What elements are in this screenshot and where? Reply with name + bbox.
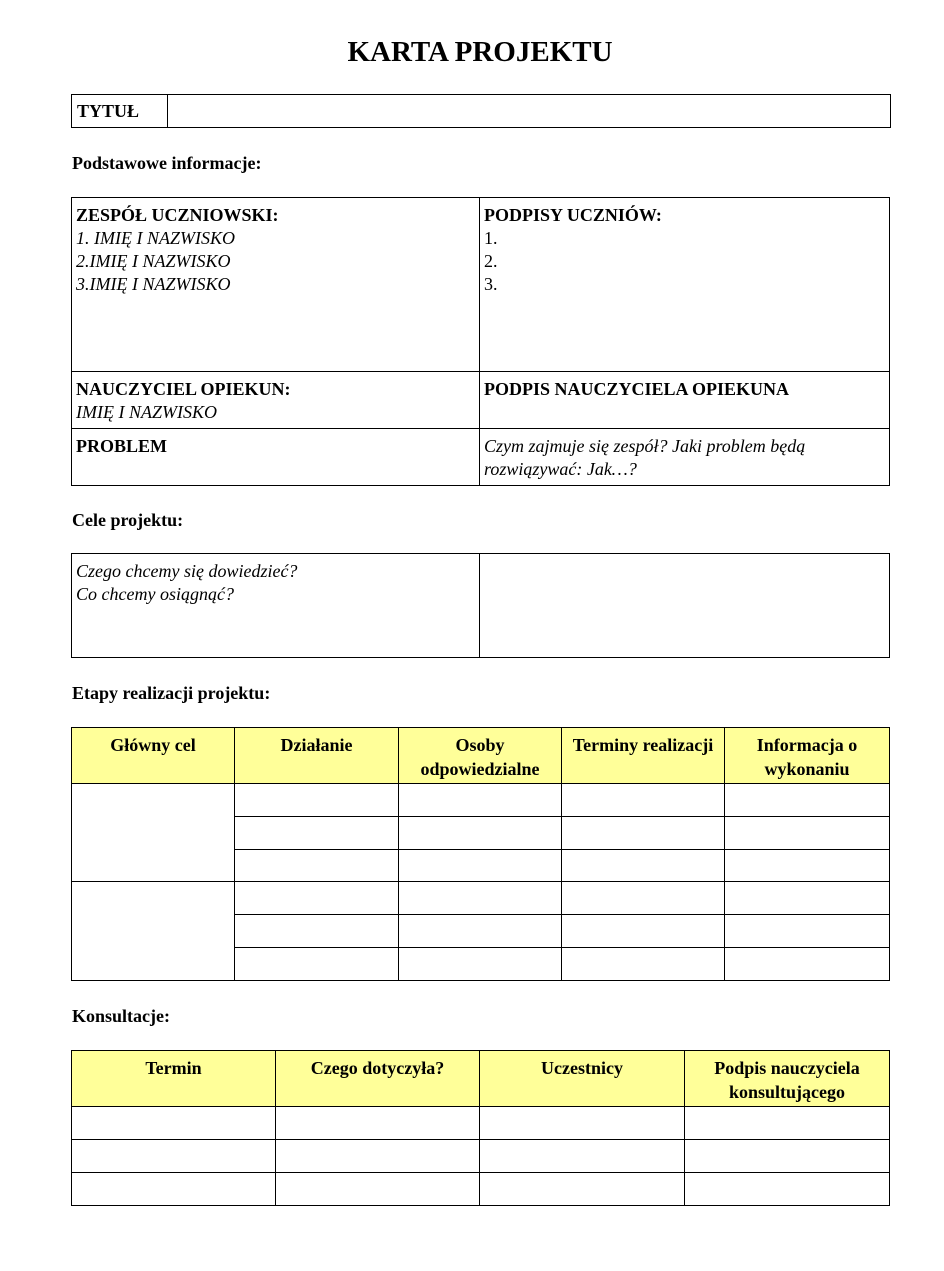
table-cell[interactable] [276,1173,480,1206]
goals-hint-cell[interactable] [72,554,480,658]
student-signatures-cell[interactable] [480,198,890,372]
title-label: TYTUŁ [72,95,168,128]
problem-cell[interactable] [480,429,890,486]
basic-info-heading: Podstawowe informacje: [72,153,262,173]
signature-line: 1. [484,228,498,248]
stages-header-row [72,728,890,784]
problem-label-cell [72,429,480,486]
title-table [71,94,891,128]
column-header: Główny cel [72,728,235,784]
table-cell[interactable] [72,1140,276,1173]
table-cell[interactable] [685,1107,890,1140]
basic-info-table [71,197,890,486]
table-cell[interactable] [399,817,562,850]
teacher-cell[interactable] [72,372,480,429]
table-cell[interactable] [235,817,399,850]
table-cell[interactable] [685,1140,890,1173]
table-cell[interactable] [685,1173,890,1206]
team-member: 2.IMIĘ I NAZWISKO [76,251,231,271]
consultations-heading: Konsultacje: [72,1006,170,1026]
table-cell[interactable] [235,850,399,882]
table-cell[interactable] [276,1140,480,1173]
table-cell[interactable] [72,1107,276,1140]
table-cell[interactable] [725,784,890,817]
stages-heading: Etapy realizacji projektu: [72,683,271,703]
table-cell[interactable] [399,948,562,981]
table-cell[interactable] [235,784,399,817]
table-cell[interactable] [399,882,562,915]
table-row [72,1173,890,1206]
table-cell[interactable] [725,948,890,981]
stages-table [71,727,890,981]
teacher-name: IMIĘ I NAZWISKO [76,402,217,422]
consultations-table [71,1050,890,1206]
column-header: Informacja o wykonaniu [725,728,890,784]
table-cell[interactable] [235,915,399,948]
title-field[interactable] [168,95,891,128]
consultations-header-row [72,1051,890,1107]
main-goal-cell[interactable] [72,882,235,981]
table-cell[interactable] [562,784,725,817]
table-cell[interactable] [480,1140,685,1173]
table-cell[interactable] [72,1173,276,1206]
team-member: 1. IMIĘ I NAZWISKO [76,228,235,248]
table-cell[interactable] [399,915,562,948]
main-goal-cell[interactable] [72,784,235,882]
column-header: Uczestnicy [480,1051,685,1107]
table-cell[interactable] [725,882,890,915]
table-cell[interactable] [562,882,725,915]
table-cell[interactable] [562,915,725,948]
table-cell[interactable] [480,1173,685,1206]
table-cell[interactable] [725,915,890,948]
team-cell[interactable] [72,198,480,372]
table-cell[interactable] [276,1107,480,1140]
table-cell[interactable] [235,882,399,915]
table-cell[interactable] [562,948,725,981]
team-label: ZESPÓŁ UCZNIOWSKI: [76,205,279,225]
column-header: Osoby odpowiedzialne [399,728,562,784]
teacher-label: NAUCZYCIEL OPIEKUN: [76,379,291,399]
table-row [72,784,890,817]
table-cell[interactable] [562,817,725,850]
goals-heading: Cele projektu: [72,510,184,530]
teacher-signature-cell[interactable] [480,372,890,429]
goals-answer-cell[interactable] [480,554,890,658]
teacher-signature-label: PODPIS NAUCZYCIELA OPIEKUNA [484,379,790,399]
goals-table [71,553,890,658]
table-cell[interactable] [399,850,562,882]
problem-hint: Czym zajmuje się zespół? Jaki problem będą rozwiązywać: Jak…? [484,436,806,479]
goals-hint-line: Co chcemy osiągnąć? [76,584,234,604]
column-header: Terminy realizacji [562,728,725,784]
table-cell[interactable] [480,1107,685,1140]
table-row [72,1140,890,1173]
column-header: Czego dotyczyła? [276,1051,480,1107]
column-header: Podpis nauczyciela konsultującego [685,1051,890,1107]
team-member: 3.IMIĘ I NAZWISKO [76,274,231,294]
page-title: KARTA PROJEKTU [347,36,613,68]
signature-line: 3. [484,274,498,294]
table-cell[interactable] [725,817,890,850]
table-cell[interactable] [235,948,399,981]
table-cell[interactable] [562,850,725,882]
table-cell[interactable] [725,850,890,882]
signature-line: 2. [484,251,498,271]
table-row [72,1107,890,1140]
goals-hint-line: Czego chcemy się dowiedzieć? [76,561,298,581]
table-row [72,882,890,915]
signatures-label: PODPISY UCZNIÓW: [484,205,662,225]
problem-label: PROBLEM [76,436,168,456]
column-header: Termin [72,1051,276,1107]
table-cell[interactable] [399,784,562,817]
column-header: Działanie [235,728,399,784]
